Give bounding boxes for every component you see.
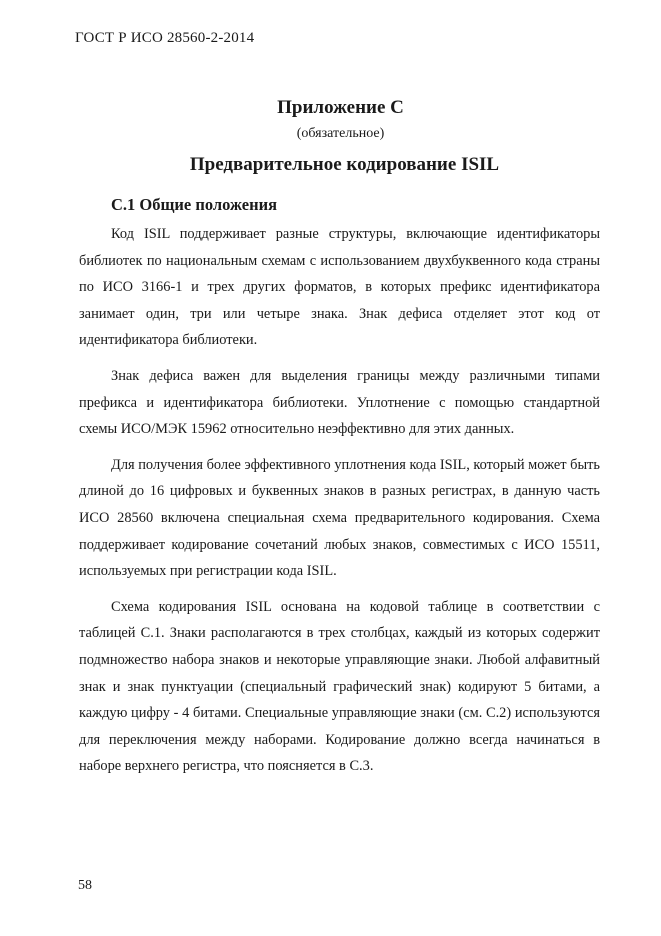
paragraph-4: Схема кодирования ISIL основана на кодовой таблице в соответствии с таблицей С.1. Знаки располагаются в трех столбцах, каждый из которых содержит подмножество набора знаков и некоторые управляющие знаки. Любой алфавитный знак и знак пунктуации (специальный графический знак) кодируют 5 битами, а каждую цифру - 4 битами. Специальные управляющие знаки (см. С.2) используются для переключения между наборами. Кодирование должно всегда начинаться в наборе верхнего регистра, что поясняется в С.3. xyxy=(79,598,600,775)
appendix-title: Приложение С xyxy=(277,97,404,118)
section-heading: С.1 Общие положения xyxy=(111,195,278,214)
section-body xyxy=(79,221,600,789)
document-title: Предварительное кодирование ISIL xyxy=(189,154,500,175)
document-header-standard: ГОСТ Р ИСО 28560-2-2014 xyxy=(75,30,255,46)
appendix-status-note: (обязательное) xyxy=(296,126,385,141)
page-number: 58 xyxy=(78,878,92,893)
paragraph-3: Для получения более эффективного уплотнения кода ISIL, который может быть длиной до 16 цифровых и буквенных знаков в разных регистрах, в данную часть ИСО 28560 включена специальная схема предварительного кодирования. Схема поддерживает кодирование сочетаний любых знаков, совместимых с ИСО 15511, используемых при регистрации кода ISIL. xyxy=(79,456,600,580)
paragraph-2: Знак дефиса важен для выделения границы между различными типами префикса и идентификатора библиотеки. Уплотнение с помощью стандартной схемы ИСО/МЭК 15962 относительно неэффективно для этих данных. xyxy=(79,367,600,438)
paragraph-1: Код ISIL поддерживает разные структуры, включающие идентификаторы библиотек по национальным схемам с использованием двухбуквенного кода страны по ИСО 3166-1 и трех других форматов, в которых префикс идентификатора занимает один, три или четыре знака. Знак дефиса отделяет этот код от идентификатора библиотеки. xyxy=(79,226,600,349)
